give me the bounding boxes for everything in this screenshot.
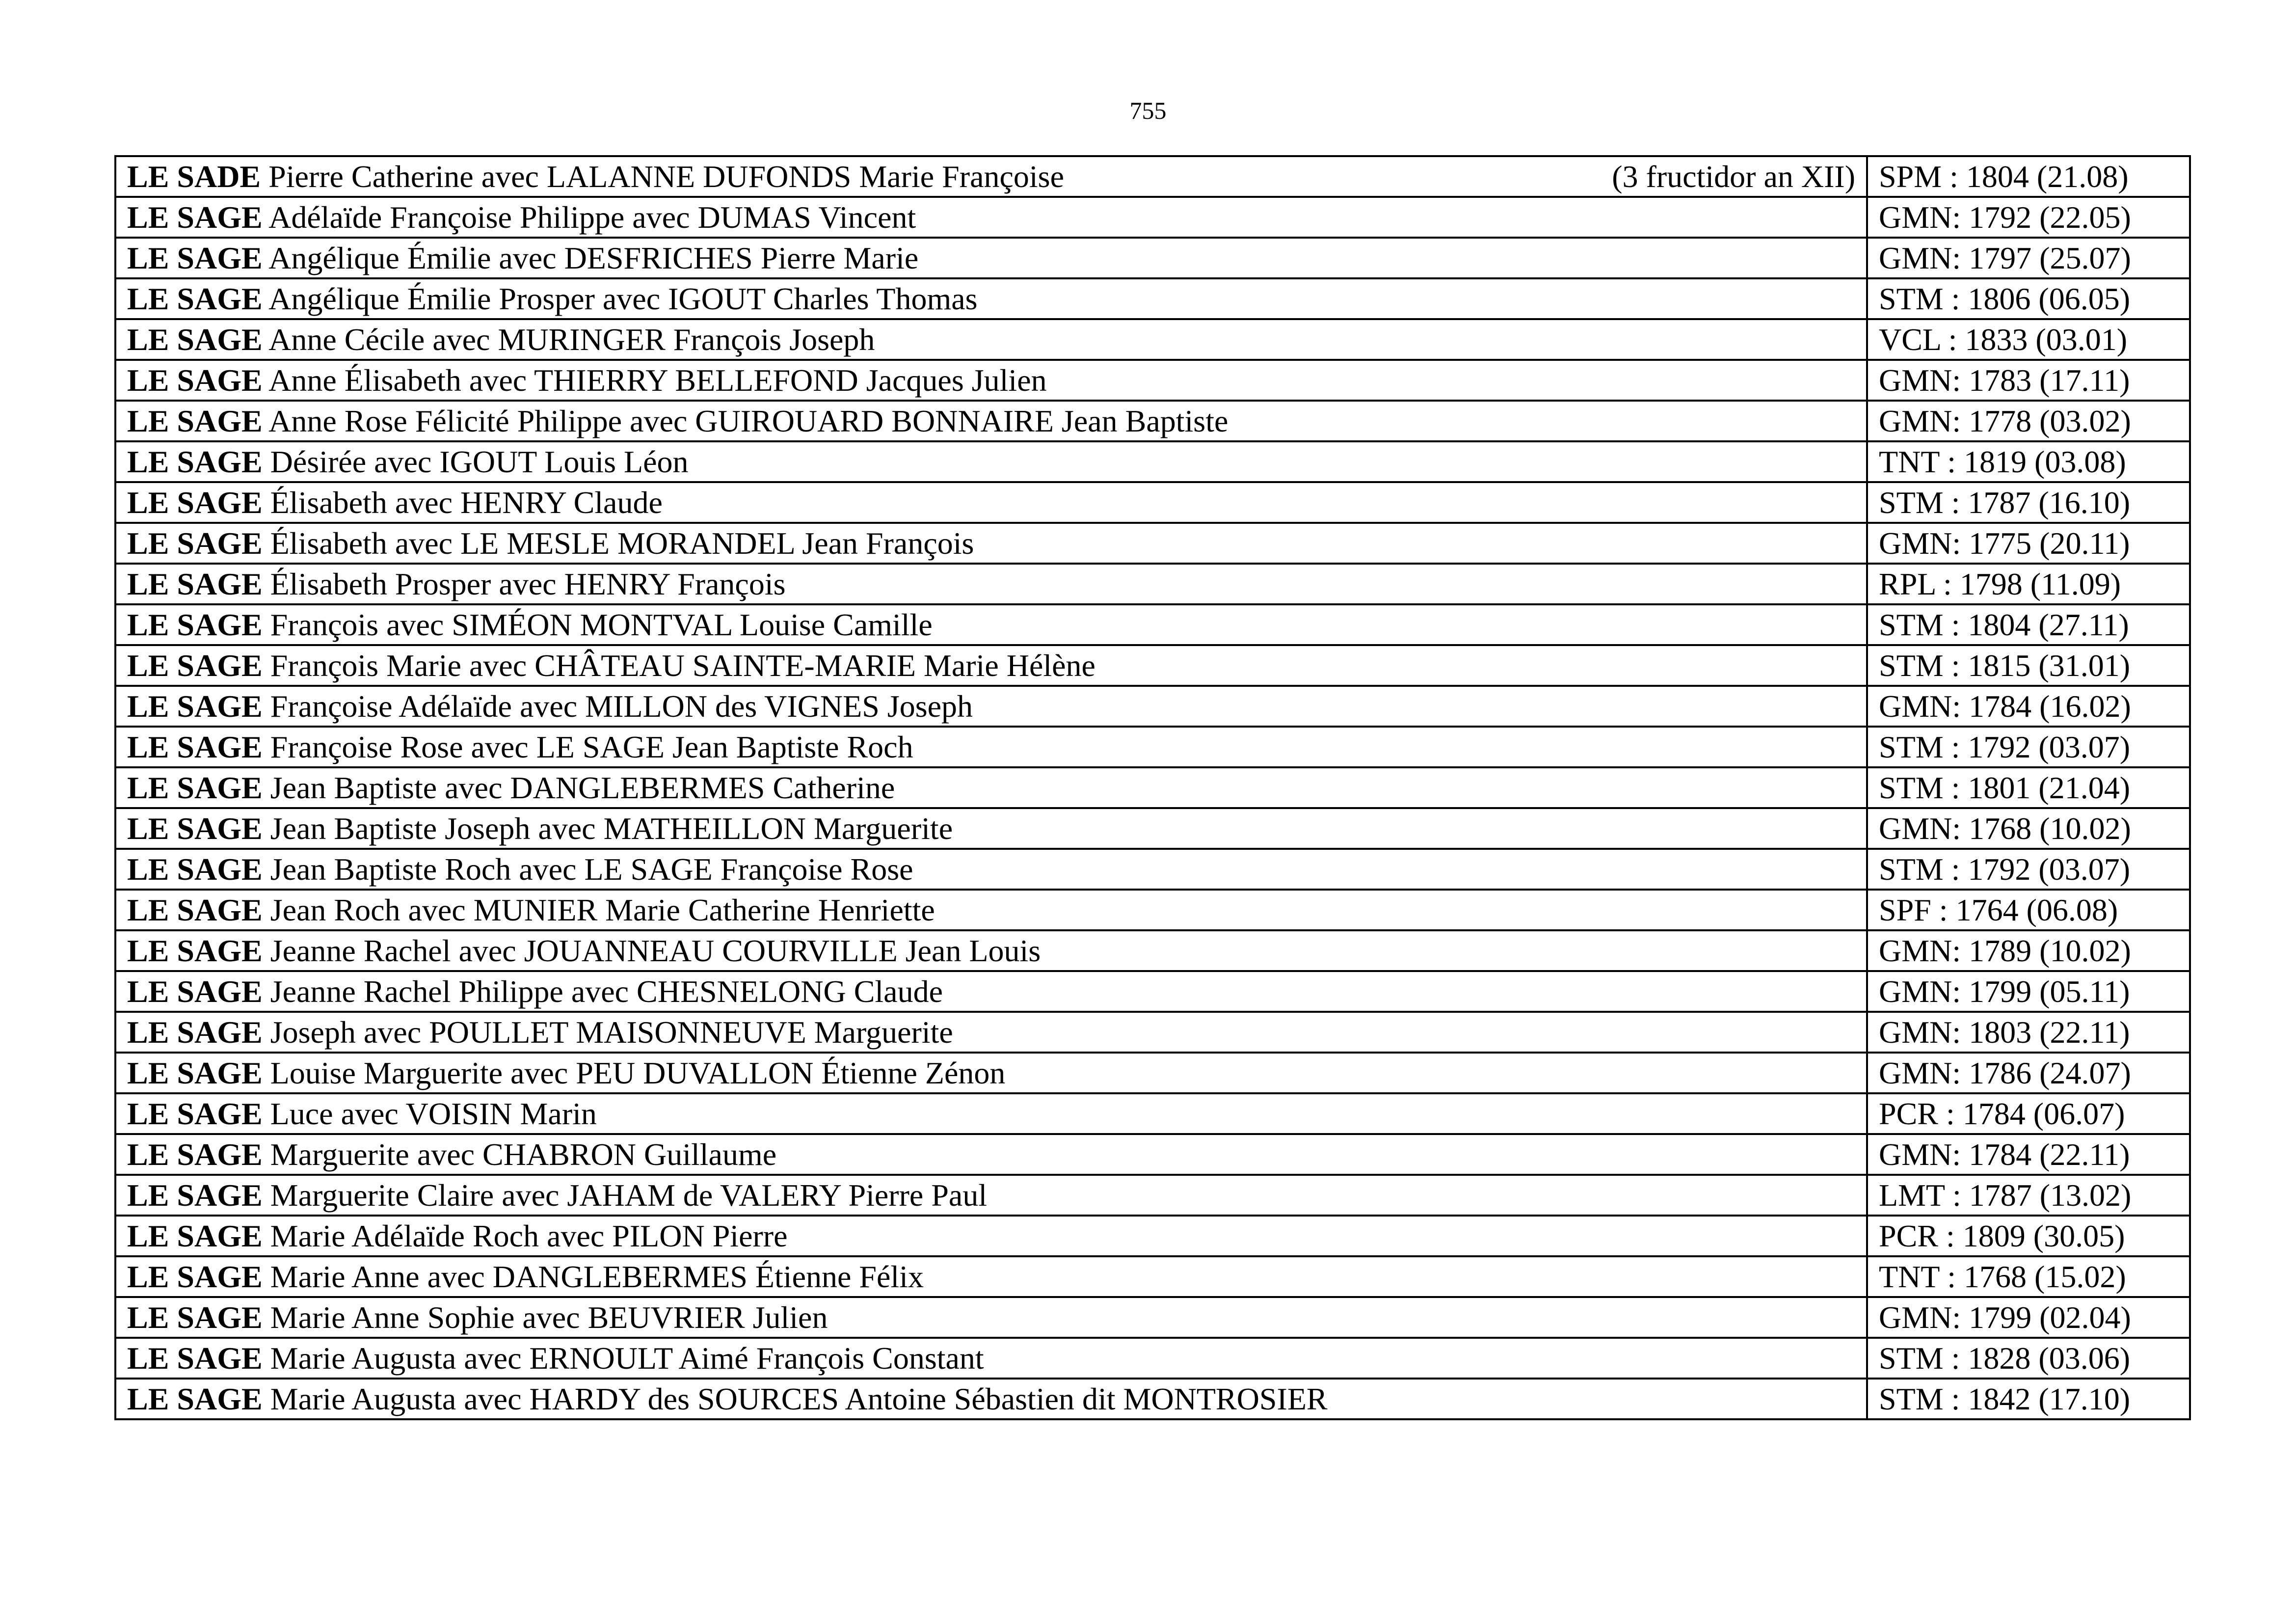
entry-cell (115, 523, 1867, 564)
surname: LE SAGE (127, 770, 263, 805)
spouse-names: François avec SIMÉON MONTVAL Louise Camille (270, 607, 933, 642)
parish-date-reference: TNT : 1768 (15.02) (1867, 1256, 2190, 1297)
entry-cell (115, 808, 1867, 849)
table-row (115, 971, 2190, 1012)
table-row (115, 890, 2190, 930)
spouse-names: Marie Anne Sophie avec BEUVRIER Julien (270, 1300, 828, 1335)
entry-cell (115, 604, 1867, 645)
surname: LE SAGE (127, 933, 263, 968)
parish-date-reference: GMN: 1768 (10.02) (1867, 808, 2190, 849)
spouse-names: Jean Baptiste avec DANGLEBERMES Catherine (270, 770, 895, 805)
spouse-names: Marie Adélaïde Roch avec PILON Pierre (270, 1218, 788, 1253)
table-row (115, 686, 2190, 727)
surname: LE SAGE (127, 1341, 263, 1376)
parish-date-reference: GMN: 1799 (02.04) (1867, 1297, 2190, 1338)
surname: LE SAGE (127, 689, 263, 724)
table-row (115, 482, 2190, 523)
surname: LE SAGE (127, 1259, 263, 1294)
spouse-names: Jean Baptiste Joseph avec MATHEILLON Marguerite (270, 811, 953, 846)
table-row (115, 808, 2190, 849)
table-row (115, 1053, 2190, 1093)
surname: LE SAGE (127, 893, 263, 927)
surname: LE SAGE (127, 730, 263, 764)
parish-date-reference: SPF : 1764 (06.08) (1867, 890, 2190, 930)
table-row (115, 1175, 2190, 1216)
entry-cell (115, 1175, 1867, 1216)
entry-cell (115, 1012, 1867, 1053)
entry-cell (115, 441, 1867, 482)
table-row (115, 238, 2190, 278)
entry-cell (115, 482, 1867, 523)
parish-date-reference: GMN: 1789 (10.02) (1867, 930, 2190, 971)
table-row (115, 441, 2190, 482)
spouse-names: Anne Cécile avec MURINGER François Joseph (268, 322, 875, 357)
entry-cell (115, 360, 1867, 401)
parish-date-reference: GMN: 1778 (03.02) (1867, 401, 2190, 441)
entry-cell (115, 1093, 1867, 1134)
surname: LE SADE (127, 159, 261, 194)
entry-cell (115, 1379, 1867, 1419)
table-row (115, 1093, 2190, 1134)
surname: LE SAGE (127, 363, 263, 398)
surname: LE SAGE (127, 1137, 263, 1172)
entry-cell (115, 1297, 1867, 1338)
entry-cell (115, 156, 1867, 197)
spouse-names: Jean Baptiste Roch avec LE SAGE Françoise Rose (270, 852, 913, 887)
surname: LE SAGE (127, 200, 263, 235)
date-note: (3 fructidor an XII) (1612, 159, 1855, 194)
entry-cell (115, 645, 1867, 686)
spouse-names: Désirée avec IGOUT Louis Léon (270, 444, 689, 479)
spouse-names: Louise Marguerite avec PEU DUVALLON Étienne Zénon (270, 1055, 1006, 1090)
parish-date-reference: STM : 1815 (31.01) (1867, 645, 2190, 686)
entry-cell (115, 197, 1867, 238)
entry-cell (115, 849, 1867, 890)
entry-cell (115, 930, 1867, 971)
table-row (115, 523, 2190, 564)
spouse-names: Anne Élisabeth avec THIERRY BELLEFOND Jacques Julien (268, 363, 1047, 398)
surname: LE SAGE (127, 444, 263, 479)
entry-cell (115, 727, 1867, 767)
parish-date-reference: PCR : 1784 (06.07) (1867, 1093, 2190, 1134)
parish-date-reference: STM : 1842 (17.10) (1867, 1379, 2190, 1419)
spouse-names: Luce avec VOISIN Marin (270, 1096, 597, 1131)
table-row (115, 197, 2190, 238)
parish-date-reference: STM : 1806 (06.05) (1867, 278, 2190, 319)
page-number: 755 (1129, 97, 1167, 124)
table-row (115, 930, 2190, 971)
entry-cell (115, 1053, 1867, 1093)
table-row (115, 1216, 2190, 1256)
table-row (115, 1012, 2190, 1053)
surname: LE SAGE (127, 811, 263, 846)
table-row (115, 1256, 2190, 1297)
parish-date-reference: GMN: 1784 (22.11) (1867, 1134, 2190, 1175)
spouse-names: Élisabeth Prosper avec HENRY François (270, 567, 786, 601)
parish-date-reference: GMN: 1784 (16.02) (1867, 686, 2190, 727)
table-row (115, 1134, 2190, 1175)
spouse-names: Pierre Catherine avec LALANNE DUFONDS Marie Françoise (268, 159, 1064, 194)
surname: LE SAGE (127, 1015, 263, 1050)
spouse-names: Angélique Émilie Prosper avec IGOUT Charles Thomas (268, 281, 978, 316)
table-row (115, 401, 2190, 441)
surname: LE SAGE (127, 322, 263, 357)
surname: LE SAGE (127, 1300, 263, 1335)
table-row (115, 1297, 2190, 1338)
table-row (115, 645, 2190, 686)
surname: LE SAGE (127, 1096, 263, 1131)
parish-date-reference: STM : 1787 (16.10) (1867, 482, 2190, 523)
parish-date-reference: GMN: 1786 (24.07) (1867, 1053, 2190, 1093)
parish-date-reference: GMN: 1799 (05.11) (1867, 971, 2190, 1012)
entry-cell (115, 1338, 1867, 1379)
surname: LE SAGE (127, 526, 263, 561)
table-row (115, 278, 2190, 319)
spouse-names: Marguerite Claire avec JAHAM de VALERY Pierre Paul (270, 1178, 988, 1213)
surname: LE SAGE (127, 404, 263, 438)
table-row (115, 319, 2190, 360)
spouse-names: Élisabeth avec LE MESLE MORANDEL Jean François (270, 526, 974, 561)
parish-date-reference: GMN: 1803 (22.11) (1867, 1012, 2190, 1053)
entry-cell (115, 1216, 1867, 1256)
entry-cell (115, 890, 1867, 930)
table-row (115, 849, 2190, 890)
parish-date-reference: STM : 1792 (03.07) (1867, 727, 2190, 767)
parish-date-reference: GMN: 1783 (17.11) (1867, 360, 2190, 401)
spouse-names: Joseph avec POULLET MAISONNEUVE Marguerite (270, 1015, 953, 1050)
parish-date-reference: GMN: 1797 (25.07) (1867, 238, 2190, 278)
spouse-names: Marguerite avec CHABRON Guillaume (270, 1137, 777, 1172)
parish-date-reference: TNT : 1819 (03.08) (1867, 441, 2190, 482)
entry-cell (115, 971, 1867, 1012)
table-row (115, 564, 2190, 604)
entry-cell (115, 767, 1867, 808)
spouse-names: François Marie avec CHÂTEAU SAINTE-MARIE Marie Hélène (270, 648, 1095, 683)
parish-date-reference: STM : 1792 (03.07) (1867, 849, 2190, 890)
surname: LE SAGE (127, 852, 263, 887)
parish-date-reference: VCL : 1833 (03.01) (1867, 319, 2190, 360)
surname: LE SAGE (127, 1218, 263, 1253)
entry-cell (115, 564, 1867, 604)
entry-cell (115, 1256, 1867, 1297)
spouse-names: Adélaïde Françoise Philippe avec DUMAS Vincent (268, 200, 916, 235)
parish-date-reference: GMN: 1775 (20.11) (1867, 523, 2190, 564)
entry-cell (115, 319, 1867, 360)
parish-date-reference: STM : 1801 (21.04) (1867, 767, 2190, 808)
spouse-names: Jean Roch avec MUNIER Marie Catherine Henriette (270, 893, 935, 927)
spouse-names: Angélique Émilie avec DESFRICHES Pierre Marie (268, 241, 919, 275)
surname: LE SAGE (127, 1055, 263, 1090)
entry-cell (115, 686, 1867, 727)
entry-cell (115, 401, 1867, 441)
surname: LE SAGE (127, 241, 263, 275)
surname: LE SAGE (127, 607, 263, 642)
spouse-names: Élisabeth avec HENRY Claude (270, 485, 663, 520)
spouse-names: Marie Augusta avec ERNOULT Aimé François Constant (270, 1341, 984, 1376)
spouse-names: Jeanne Rachel Philippe avec CHESNELONG Claude (270, 974, 943, 1009)
parish-date-reference: GMN: 1792 (22.05) (1867, 197, 2190, 238)
surname: LE SAGE (127, 648, 263, 683)
spouse-names: Marie Augusta avec HARDY des SOURCES Antoine Sébastien dit MONTROSIER (270, 1381, 1328, 1416)
parish-date-reference: RPL : 1798 (11.09) (1867, 564, 2190, 604)
parish-date-reference: STM : 1804 (27.11) (1867, 604, 2190, 645)
spouse-names: Françoise Adélaïde avec MILLON des VIGNES Joseph (270, 689, 973, 724)
table-row (115, 360, 2190, 401)
spouse-names: Anne Rose Félicité Philippe avec GUIROUARD BONNAIRE Jean Baptiste (268, 404, 1228, 438)
table-row (115, 727, 2190, 767)
entry-cell (115, 238, 1867, 278)
table-row (115, 1338, 2190, 1379)
table-row (115, 604, 2190, 645)
parish-date-reference: LMT : 1787 (13.02) (1867, 1175, 2190, 1216)
surname: LE SAGE (127, 485, 263, 520)
surname: LE SAGE (127, 567, 263, 601)
spouse-names: Marie Anne avec DANGLEBERMES Étienne Félix (270, 1259, 924, 1294)
spouse-names: Jeanne Rachel avec JOUANNEAU COURVILLE Jean Louis (270, 933, 1041, 968)
marriage-register-table (114, 155, 2191, 1420)
table-row (115, 767, 2190, 808)
surname: LE SAGE (127, 974, 263, 1009)
entry-cell (115, 278, 1867, 319)
parish-date-reference: PCR : 1809 (30.05) (1867, 1216, 2190, 1256)
table-row (115, 156, 2190, 197)
parish-date-reference: SPM : 1804 (21.08) (1867, 156, 2190, 197)
register-body (115, 156, 2190, 1419)
surname: LE SAGE (127, 281, 263, 316)
surname: LE SAGE (127, 1178, 263, 1213)
table-row (115, 1379, 2190, 1419)
entry-cell (115, 1134, 1867, 1175)
surname: LE SAGE (127, 1381, 263, 1416)
parish-date-reference: STM : 1828 (03.06) (1867, 1338, 2190, 1379)
spouse-names: Françoise Rose avec LE SAGE Jean Baptiste Roch (270, 730, 913, 764)
